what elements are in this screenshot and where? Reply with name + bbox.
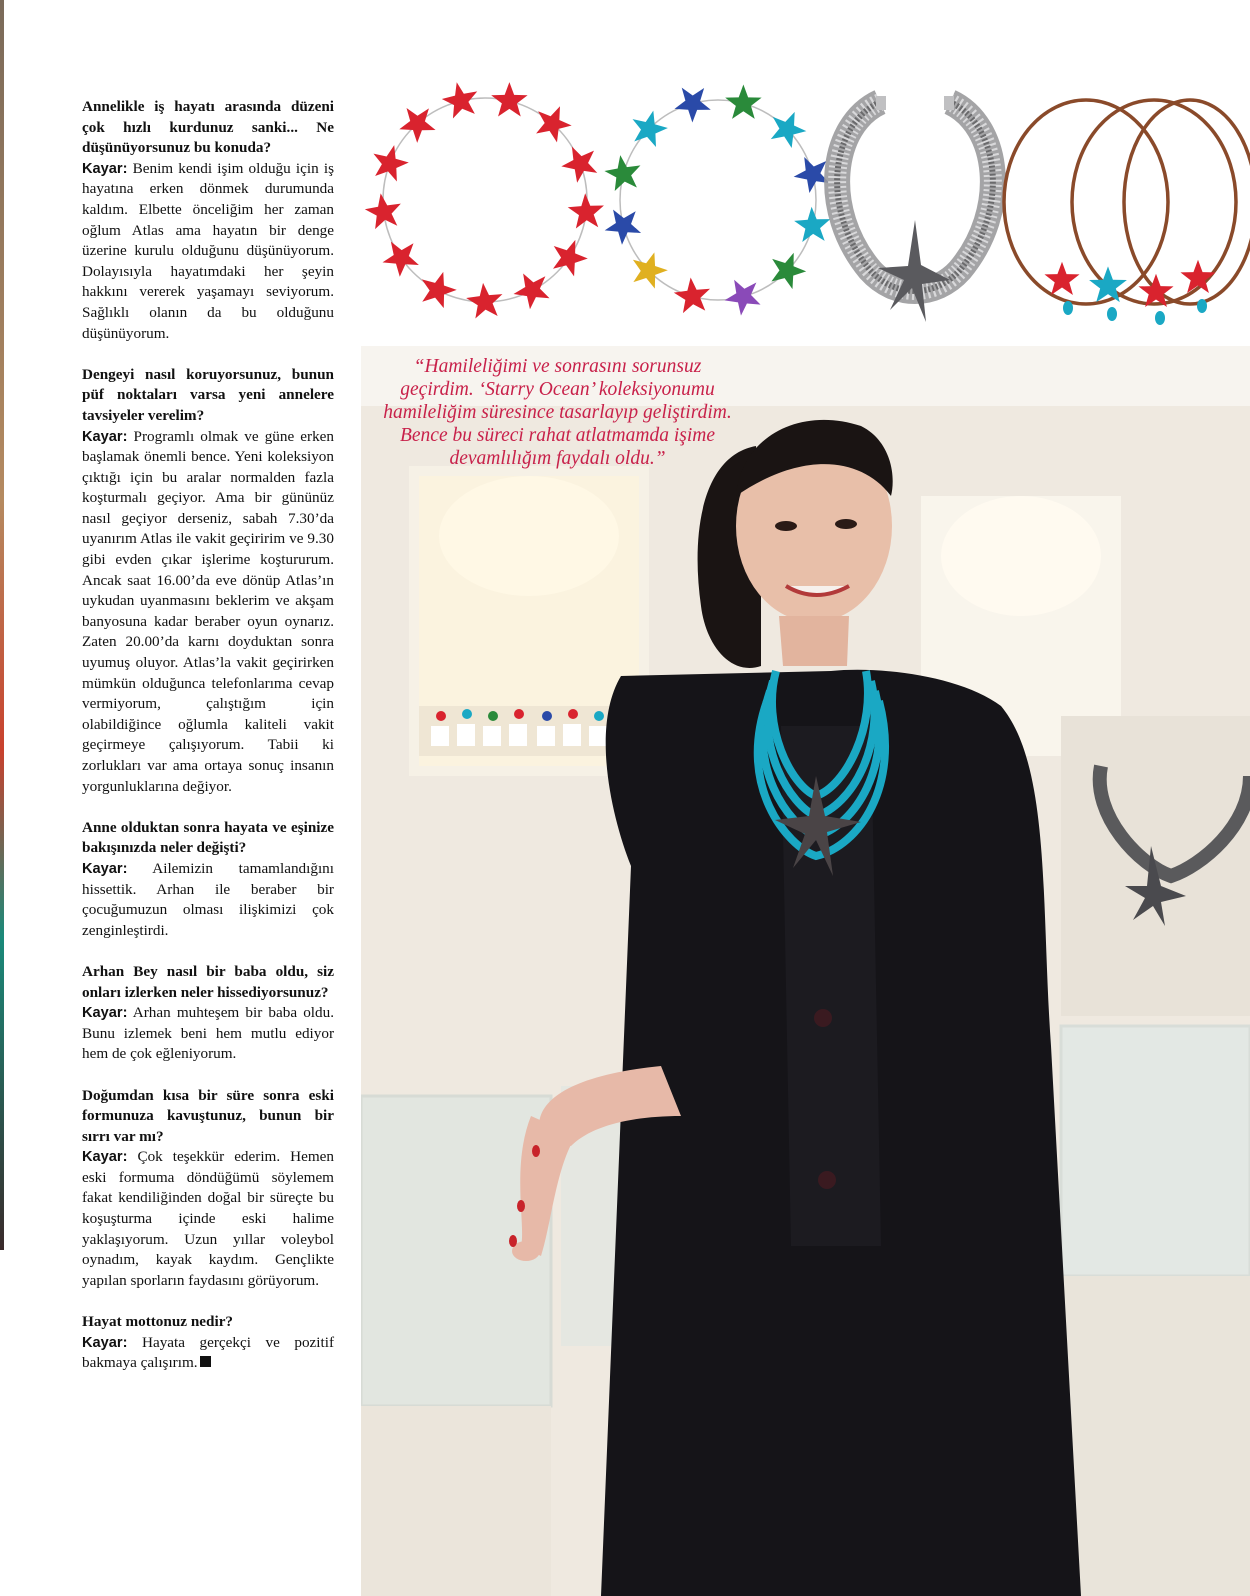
answer-text: Arhan muhteşem bir baba oldu. Bunu izlemek beni hem mutlu ediyor hem de çok eğleniyorum.: [82, 1004, 334, 1063]
red-starfish-necklace-icon: [360, 81, 610, 328]
starfish-charm: [604, 209, 643, 246]
left-edge-strip: [0, 0, 4, 1250]
starfish-charm: [598, 152, 646, 199]
speaker-label: Kayar:: [82, 1005, 128, 1022]
starfish-charm: [565, 189, 610, 235]
pull-quote: “Hamileliğimi ve sonrasını sorunsuz geçirdim. ‘Starry Ocean’ koleksiyonumu hamileliğim süresince tasarlayıp geliştirdim. Bence bu süreci rahat atlatmamda işime devamlılığım faydalı oldu.”: [383, 356, 732, 469]
starfish-charm: [626, 250, 672, 294]
question-text: Anne olduktan sonra hayata ve eşinize bakışınızda neler değişti?: [82, 818, 334, 857]
jewelry-strip: [360, 70, 1250, 338]
answer-paragraph: [82, 1003, 334, 1065]
answer-text: Çok teşekkür ederim. Hemen eski formuma döndüğümü söylemem fakat kendiliğinden doğal bir süreçte bu koşuşturma içinde eski halime yaklaşıyorum. Uzun yıllar voleybol oynadım, kayak kaydım. Gençlikte yapılan sporların faydasını görüyorum.: [82, 1148, 335, 1289]
starfish-charm: [557, 138, 607, 188]
speaker-label: Kayar:: [82, 428, 128, 445]
article-column: [82, 97, 334, 1394]
starfish-charm: [461, 278, 511, 328]
qa-block: [82, 97, 334, 344]
answer-paragraph: [82, 859, 334, 941]
starfish-charm: [722, 274, 769, 322]
qa-block: [82, 365, 334, 797]
qa-block: [82, 818, 334, 942]
starfish-charm: [382, 241, 421, 278]
qa-block: [82, 962, 334, 1065]
starfish-charm: [415, 270, 461, 314]
starfish-charm: [491, 82, 527, 116]
multicolor-starfish-necklace-icon: [598, 81, 838, 322]
speaker-label: Kayar:: [82, 160, 128, 177]
answer-paragraph: [82, 159, 334, 344]
qa-block: [82, 1086, 334, 1292]
portrait-photo: [361, 346, 1250, 1596]
photo-illustration: [361, 346, 1250, 1596]
answer-text: Hayata gerçekçi ve pozitif bakmaya çalışırım.: [82, 1333, 335, 1372]
answer-paragraph: [82, 1147, 334, 1291]
speaker-label: Kayar:: [82, 1334, 128, 1351]
question-text: Dengeyi nasıl koruyorsunuz, bunun püf noktaları varsa yeni annelere tavsiyeler verelim?: [82, 365, 334, 424]
starfish-charm: [771, 252, 807, 290]
starfish-charm: [669, 81, 713, 126]
qa-block: [82, 1312, 334, 1374]
starfish-charm: [511, 267, 558, 315]
starfish-charm: [764, 105, 811, 151]
end-mark-icon: [200, 1356, 211, 1367]
starfish-charm: [623, 105, 673, 155]
starfish-charm: [394, 102, 438, 147]
answer-text: Programlı olmak ve güne erken başlamak önemli bence. Yeni koleksiyon çıktığı için bu aralar normalden fazla koşturmalı geçiyor. Ama bir gününüz nasıl geçiyor derseniz, sabah 7.30’da uyanırım Atlas ile vakit geçiririm ve 9.30 gibi evden çıkar işlerime koştururum. Ancak saat 16.00’da eve dönüp Atlas’ın uykudan uyanmasını beklerim ve akşam banyosuna kadar beraber oyun oynarız. Zaten 20.00’da karnı doyduktan sonra uyumuş oluyor. Atlas’la vakit geçirirken mümkün olduğunca telefonlarıma cevap vermiyorum, çalıştığım için olabildiğince oğlumla kaliteli vakit geçirmeye çalışıyorum. Tabii ki zorlukları var ama ortaya sonuç insanın yorgunluklarına değiyor.: [82, 427, 335, 795]
question-text: Arhan Bey nasıl bir baba oldu, siz onları izlerken neler hissediyorsunuz?: [82, 962, 334, 1001]
silver-bead-collar-icon: [837, 96, 993, 322]
jewelry-illustrations: [360, 70, 1250, 338]
starfish-charm: [440, 81, 478, 121]
answer-text: Benim kendi işim olduğu için iş hayatına erken dönmek durumunda kaldım. Elbette önceliğim her zaman oğlum Atlas ama hayatın bir denge üzerine kurulu olduğunu düşünüyorum. Dolayısıyla hayatımdaki her şeyin hakkını vererek yaşamayı seviyorum. Sağlıklı olanın da bu olduğunu düşünüyorum.: [82, 159, 335, 342]
answer-paragraph: [82, 1333, 334, 1374]
question-text: Hayat mottonuz nedir?: [82, 1313, 234, 1331]
starfish-charm: [530, 99, 577, 145]
speaker-label: Kayar:: [82, 860, 128, 877]
question-text: Annelikle iş hayatı arasında düzeni çok hızlı kurdunuz sanki... Ne düşünüyorsunuz bu konuda?: [82, 98, 334, 157]
speaker-label: Kayar:: [82, 1149, 128, 1166]
starfish-charm: [725, 85, 761, 119]
answer-text: Ailemizin tamamlandığını hissettik. Arhan ile beraber bir çocuğumuzun olması ilişkimizi çok zenginleştirdi.: [82, 859, 334, 939]
leather-cord-starfish-necklaces-icon: [1004, 100, 1250, 325]
starfish-charm: [669, 273, 719, 323]
answer-paragraph: [82, 427, 334, 798]
question-text: Doğumdan kısa bir süre sonra eski formunuza kavuştunuz, bunun bir sırrı var mı?: [82, 1086, 334, 1145]
starfish-charm: [363, 140, 413, 190]
